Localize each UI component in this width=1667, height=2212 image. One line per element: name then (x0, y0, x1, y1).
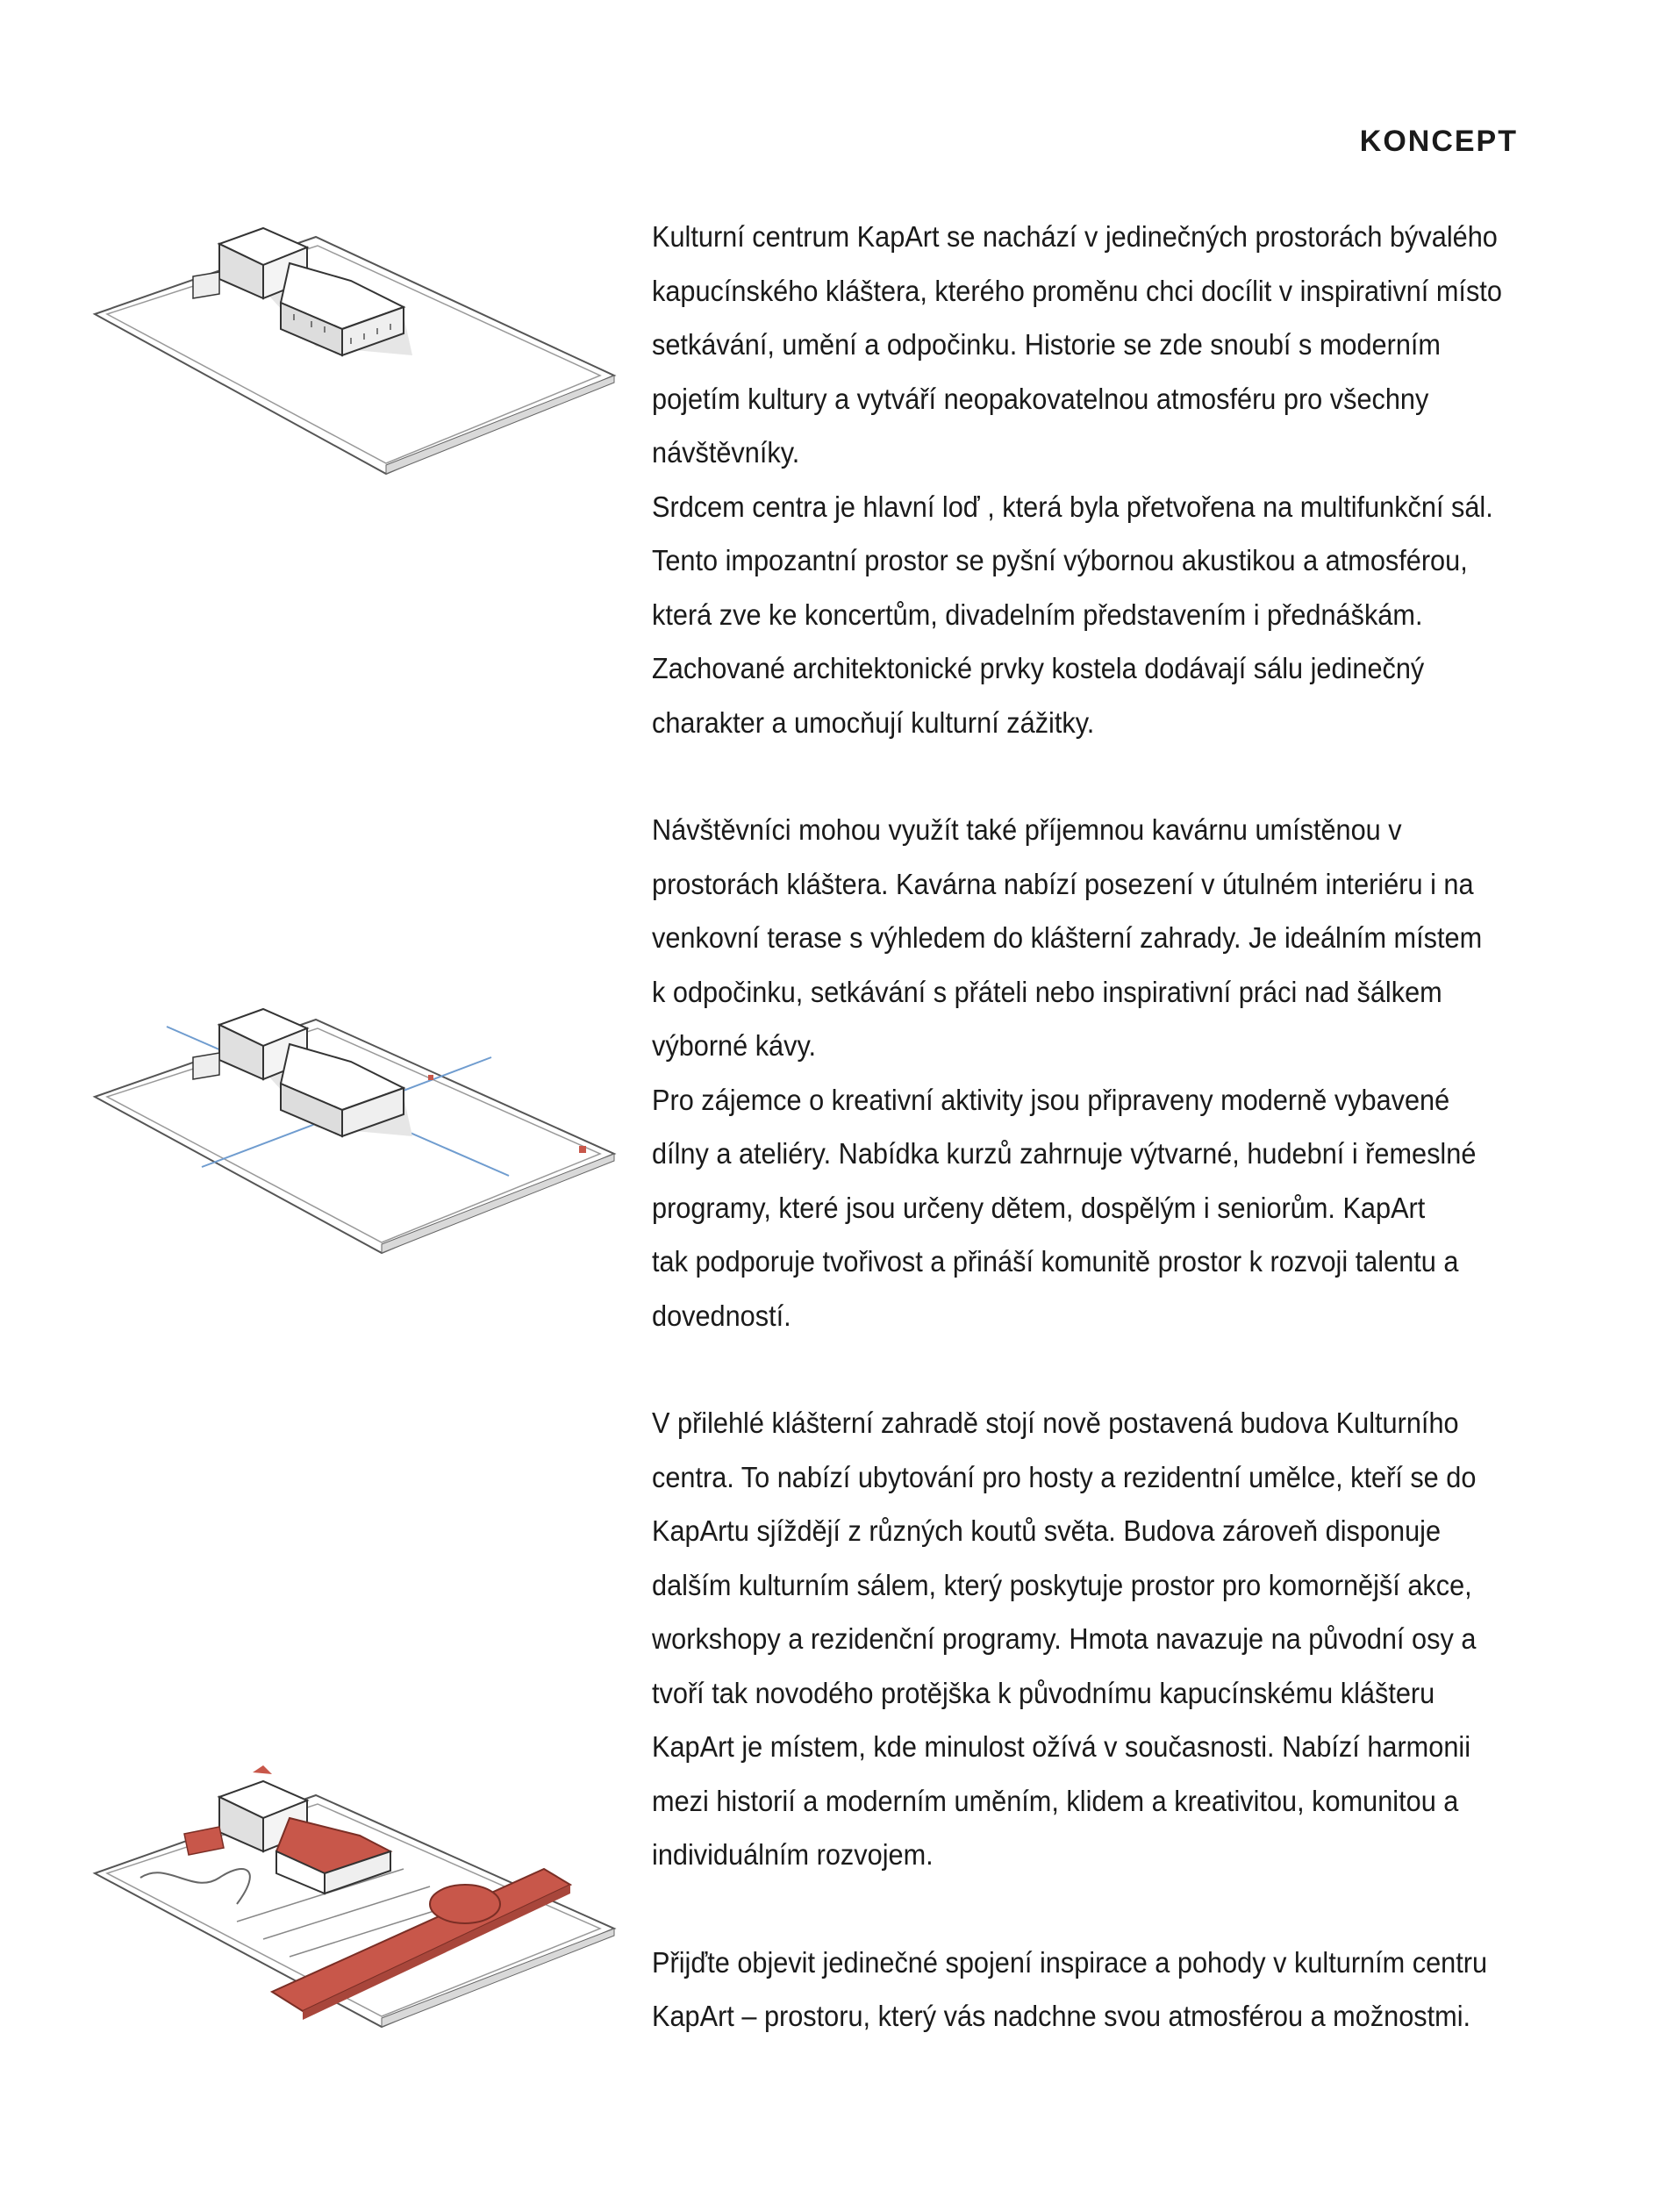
text-column (652, 210, 1556, 2044)
paragraph-cafe-workshops: Návštěvníci mohou využít také příjemnou kavárnu umístěnou v prostorách kláštera. Kavárna nabízí posezení v útulném interiéru i na venkovní terase s výhledem do klášterní zahrady. Je ideálním místem k odpočinku, setkávání s přáteli nebo inspirativní práci nad šálkem výborné kávy. Pro zájemce o kreativní aktivity jsou připraveny moderně vybavené dílny a ateliéry. Nabídka kurzů zahrnuje výtvarné, hudební i řemeslné programy, které jsou určeny dětem, dospělým i seniorům. KapArt tak podporuje tvořivost a přináší komunitě prostor k rozvoji talentu a dovedností. (652, 813, 1483, 1332)
page-title: KONCEPT (1359, 125, 1518, 158)
axonometric-diagram-new-building (88, 1764, 623, 2044)
axonometric-diagram-axes (88, 991, 623, 1272)
paragraph-new-building: V přilehlé klášterní zahradě stojí nově postavená budova Kulturního centra. To nabízí ubytování pro hosty a rezidentní umělce, kteří se do KapArtu sjíždějí z různých koutů světa. Budova zároveň disponuje dalším kulturním sálem, který poskytuje prostor pro komornější akce, workshopy a rezidenční programy. Hmota navazuje na původní osy a tvoří tak novodého protějška k původnímu kapucínskému klášteru KapArt je místem, kde minulost ožívá v současnosti. Nabízí harmonii mezi historií a moderním uměním, klidem a kreativitou, komunitou a individuálním rozvojem. (652, 1407, 1477, 1871)
paragraph-intro: Kulturní centrum KapArt se nachází v jedinečných prostorách bývalého kapucínského kláštera, kterého proměnu chci docílit v inspirativní místo setkávání, umění a odpočinku. Historie se zde snoubí s moderním pojetím kultury a vytváří neopakovatelnou atmosféru pro všechny návštěvníky. Srdcem centra je hlavní loď , která byla přetvořena na multifunkční sál. Tento impozantní prostor se pyšní výbornou akustikou a atmosférou, která zve ke koncertům, divadelním představením i přednáškám. Zachované architektonické prvky kostela dodávají sálu jedinečný charakter a umocňují kulturní zážitky. (652, 220, 1502, 739)
paragraph-invitation: Přijďte objevit jedinečné spojení inspirace a pohody v kulturním centru KapArt – prostoru, který vás nadchne svou atmosférou a možnostmi. (652, 1945, 1488, 2032)
axonometric-diagram-existing (88, 211, 623, 491)
